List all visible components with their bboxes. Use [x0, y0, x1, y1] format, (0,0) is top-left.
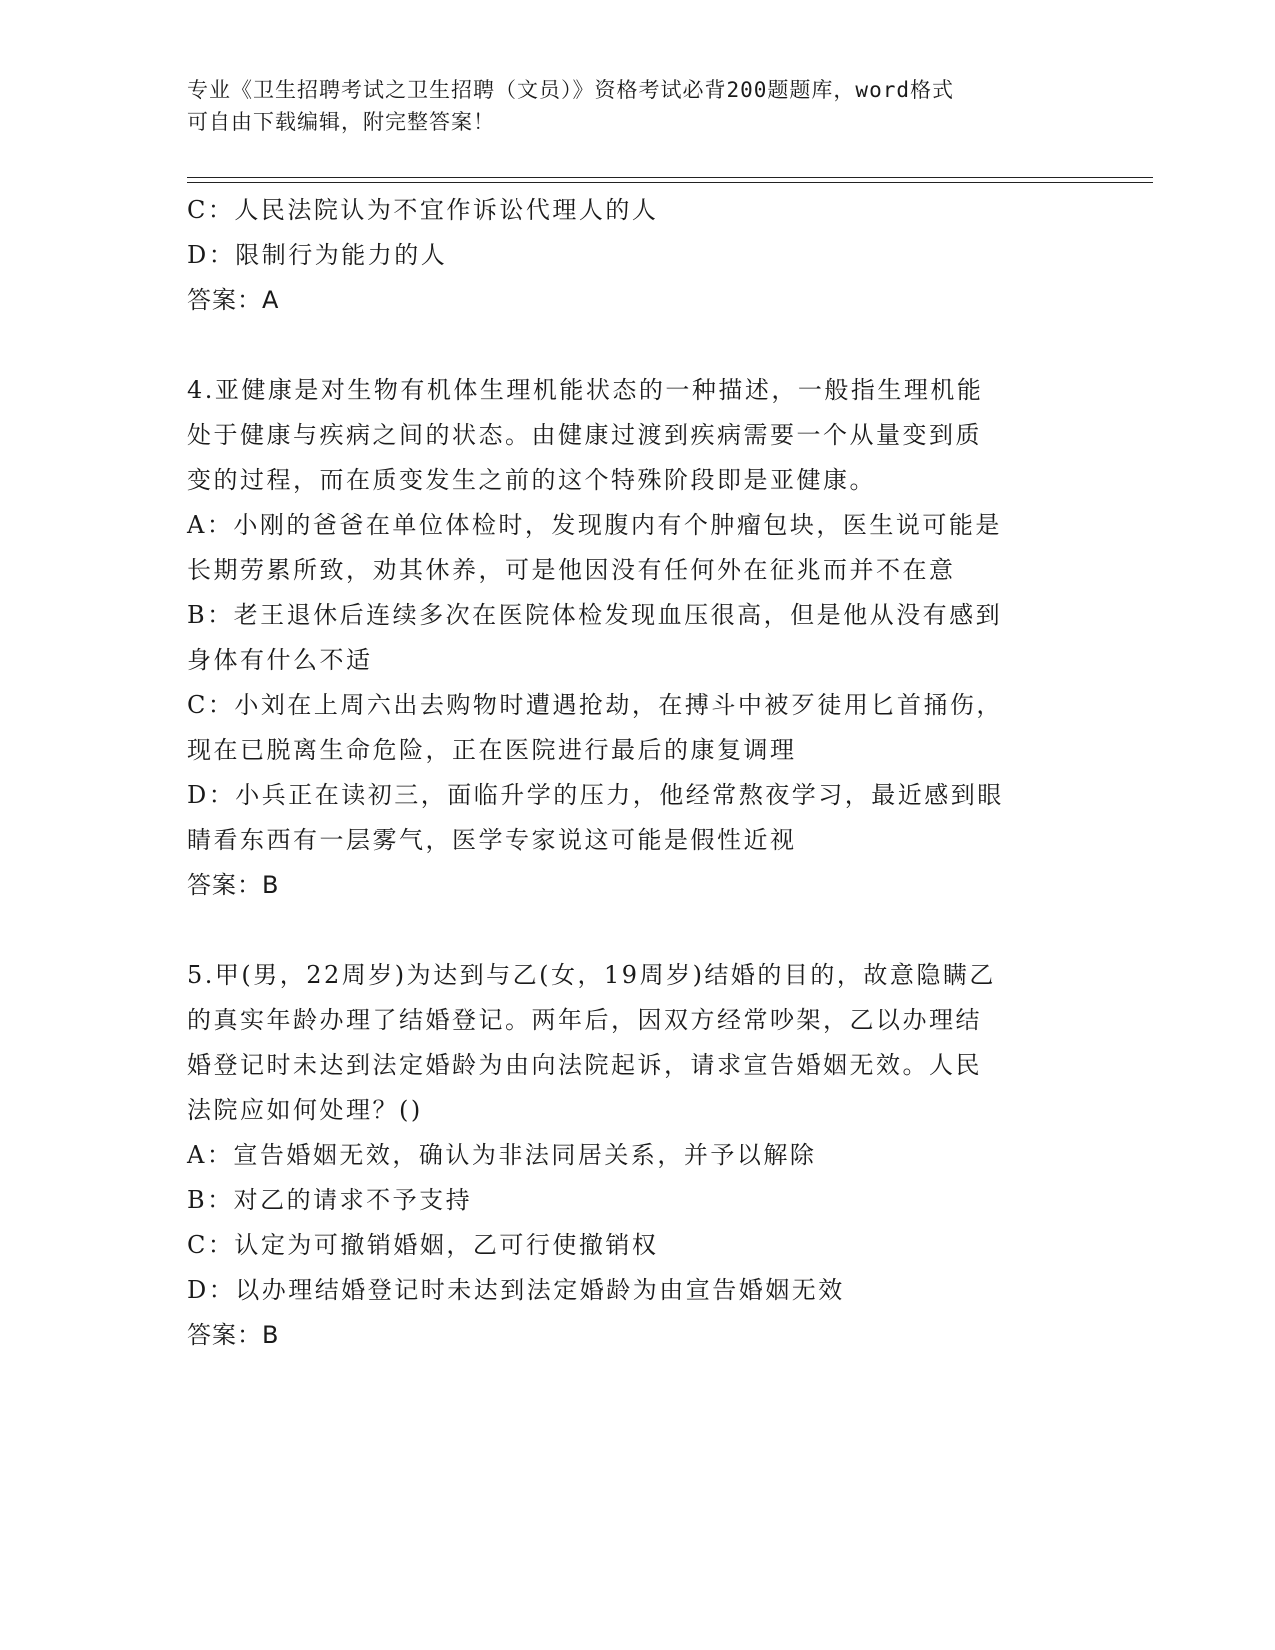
option-a-continued: 长期劳累所致，劝其休养，可是他因没有任何外在征兆而并不在意 — [187, 556, 956, 584]
question-4 — [187, 368, 1087, 908]
spacer — [187, 908, 1087, 953]
question-stem-line: 的真实年龄办理了结婚登记。两年后，因双方经常吵架，乙以办理结 — [187, 1006, 982, 1034]
option-c: C：人民法院认为不宜作诉讼代理人的人 — [187, 196, 659, 224]
page-header — [187, 74, 1067, 138]
question-stem-line: 法院应如何处理？() — [187, 1096, 423, 1124]
question-5 — [187, 953, 1087, 1358]
question-stem-line: 变的过程，而在质变发生之前的这个特殊阶段即是亚健康。 — [187, 466, 876, 494]
option-c-continued: 现在已脱离生命危险，正在医院进行最后的康复调理 — [187, 736, 797, 764]
option-a: A：宣告婚姻无效，确认为非法同居关系，并予以解除 — [187, 1141, 817, 1169]
question-stem-line: 婚登记时未达到法定婚龄为由向法院起诉，请求宣告婚姻无效。人民 — [187, 1051, 982, 1079]
header-divider — [187, 177, 1153, 178]
question-3-tail — [187, 188, 1087, 323]
option-d: D：限制行为能力的人 — [187, 241, 448, 269]
option-d-continued: 睛看东西有一层雾气，医学专家说这可能是假性近视 — [187, 826, 797, 854]
option-c: C：认定为可撤销婚姻，乙可行使撤销权 — [187, 1231, 659, 1259]
option-d: D：小兵正在读初三，面临升学的压力，他经常熬夜学习，最近感到眼 — [187, 781, 1004, 809]
option-b-continued: 身体有什么不适 — [187, 646, 373, 674]
option-a: A：小刚的爸爸在单位体检时，发现腹内有个肿瘤包块，医生说可能是 — [187, 511, 1002, 539]
question-stem-line: 处于健康与疾病之间的状态。由健康过渡到疾病需要一个从量变到质 — [187, 421, 982, 449]
spacer — [187, 323, 1087, 368]
document-body — [187, 188, 1087, 1358]
option-d: D：以办理结婚登记时未达到法定婚龄为由宣告婚姻无效 — [187, 1276, 845, 1304]
option-c: C：小刘在上周六出去购物时遭遇抢劫，在搏斗中被歹徒用匕首捅伤， — [187, 691, 1003, 719]
question-stem-line: 5.甲(男，22周岁)为达到与乙(女，19周岁)结婚的目的，故意隐瞒乙 — [187, 961, 996, 989]
option-b: B：对乙的请求不予支持 — [187, 1186, 473, 1214]
header-line: 专业《卫生招聘考试之卫生招聘（文员）》资格考试必背200题题库，word格式 — [187, 78, 954, 102]
answer: 答案：B — [187, 871, 280, 899]
answer: 答案：B — [187, 1321, 280, 1349]
header-divider — [187, 182, 1153, 183]
question-stem-line: 4.亚健康是对生物有机体生理机能状态的一种描述，一般指生理机能 — [187, 376, 984, 404]
answer: 答案：A — [187, 286, 280, 314]
option-b: B：老王退休后连续多次在医院体检发现血压很高，但是他从没有感到 — [187, 601, 1003, 629]
header-line: 可自由下载编辑，附完整答案！ — [187, 110, 495, 134]
